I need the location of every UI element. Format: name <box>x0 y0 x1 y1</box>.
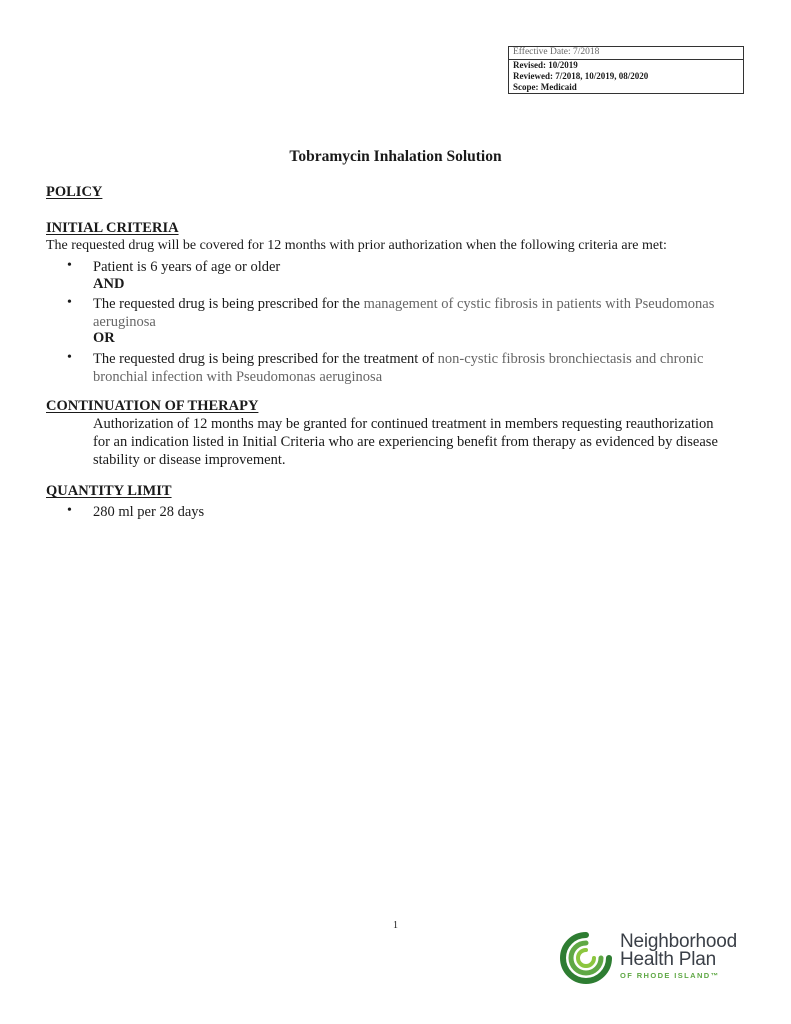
bullet-icon: • <box>67 295 72 310</box>
criterion-indication: management of cystic fibrosis in patients with Pseudomonas <box>363 296 715 312</box>
bullet-icon: • <box>67 350 72 365</box>
logo-wordmark <box>620 933 737 969</box>
criterion-prefix: The requested drug is being prescribed for the <box>93 296 364 312</box>
logo-subtitle: OF RHODE ISLAND™ <box>620 971 720 980</box>
policy-heading: POLICY <box>46 184 103 200</box>
logo-line-2: Health Plan <box>620 949 717 970</box>
bullet-icon: • <box>67 503 72 518</box>
criterion-prefix: The requested drug is being prescribed for the treatment of <box>93 351 438 367</box>
criterion-bronchiectasis <box>93 350 703 368</box>
connector-or: OR <box>93 330 115 346</box>
criterion-indication-cont: aeruginosa <box>93 314 156 330</box>
connector-and: AND <box>93 276 125 292</box>
continuation-heading: CONTINUATION OF THERAPY <box>46 398 259 414</box>
continuation-text-line: Authorization of 12 months may be granted for continued treatment in members requesting reauthorization <box>93 416 714 432</box>
quantity-limit-item: 280 ml per 28 days <box>93 504 205 520</box>
effective-date: Effective Date: 7/2018 <box>509 47 743 60</box>
criterion-indication-cont: bronchial infection with Pseudomonas aeruginosa <box>93 369 383 385</box>
reviewed-dates: Reviewed: 7/2018, 10/2019, 08/2020 <box>513 71 649 81</box>
page-number: 1 <box>393 920 398 931</box>
policy-dates-box <box>508 46 744 94</box>
criterion-age: Patient is 6 years of age or older <box>93 259 281 275</box>
neighborhood-health-plan-logo <box>558 928 758 986</box>
logo-swirl-icon <box>558 930 614 986</box>
initial-criteria-heading: INITIAL CRITERIA <box>46 220 179 236</box>
logo-line-1: Neighborhood <box>620 931 737 952</box>
scope: Scope: Medicaid <box>513 82 577 92</box>
revised-date: Revised: 10/2019 <box>513 60 578 70</box>
continuation-text-line: for an indication listed in Initial Criteria who are experiencing benefit from therapy as evidenced by disease <box>93 434 718 450</box>
quantity-limit-heading: QUANTITY LIMIT <box>46 483 172 499</box>
continuation-text-line: stability or disease improvement. <box>93 452 286 468</box>
criterion-indication: non-cystic fibrosis bronchiectasis and chronic <box>437 351 704 367</box>
bullet-icon: • <box>67 258 72 273</box>
criterion-cystic-fibrosis <box>93 295 714 313</box>
document-title: Tobramycin Inhalation Solution <box>289 148 502 165</box>
initial-criteria-intro: The requested drug will be covered for 12 months with prior authorization when the following criteria are met: <box>46 238 667 253</box>
